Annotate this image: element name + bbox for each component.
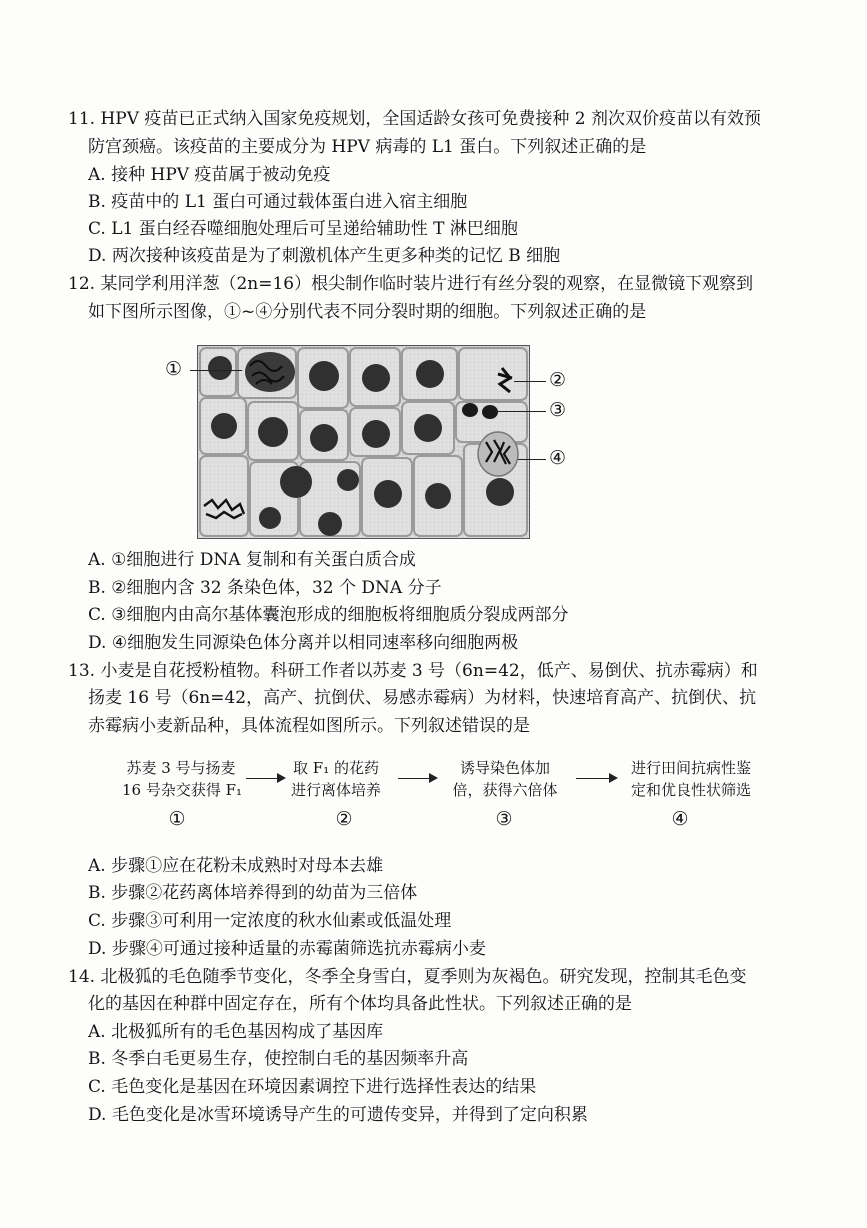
q13-option-c: C. 步骤③可利用一定浓度的秋水仙素或低温处理 xyxy=(88,911,452,931)
q12-option-b: B. ②细胞内含 32 条染色体，32 个 DNA 分子 xyxy=(88,578,442,598)
flow-step-3-text xyxy=(446,757,564,801)
q14-stem-line1: 14. 北极狐的毛色随季节变化，冬季全身雪白，夏季则为灰褐色。研究发现，控制其毛色变 xyxy=(68,967,747,987)
flow-step-1-line2: 16 号杂交获得 F₁ xyxy=(122,781,243,799)
q13-option-a: A. 步骤①应在花粉未成熟时对母本去雄 xyxy=(88,856,384,876)
flow-step-1-number: ① xyxy=(168,808,186,830)
q14-stem-line2: 化的基因在种群中固定存在，所有个体均具备此性状。下列叙述正确的是 xyxy=(88,994,632,1014)
flow-step-3-number: ③ xyxy=(495,808,513,830)
q11-option-d: D. 两次接种该疫苗是为了刺激机体产生更多种类的记忆 B 细胞 xyxy=(88,246,561,266)
figure-label-4: ④ xyxy=(549,447,567,469)
q12-option-a: A. ①细胞进行 DNA 复制和有关蛋白质合成 xyxy=(88,550,416,570)
anaphase-cell xyxy=(478,432,518,476)
q11-stem-line2: 防宫颈癌。该疫苗的主要成分为 HPV 病毒的 L1 蛋白。下列叙述正确的是 xyxy=(88,137,647,157)
q12-option-c: C. ③细胞内由高尔基体囊泡形成的细胞板将细胞质分裂成两部分 xyxy=(88,605,569,625)
q14-option-a: A. 北极狐所有的毛色基因构成了基因库 xyxy=(88,1022,384,1042)
flow-arrow-2 xyxy=(398,778,436,779)
flow-step-1-line1: 苏麦 3 号与扬麦 xyxy=(126,759,236,777)
q11-option-a: A. 接种 HPV 疫苗属于被动免疫 xyxy=(88,165,331,185)
figure-label-2: ② xyxy=(549,369,567,391)
flow-step-4-line1: 进行田间抗病性鉴 xyxy=(630,759,751,777)
figure-leader-3 xyxy=(496,411,546,412)
flow-step-3-line1: 诱导染色体加 xyxy=(459,759,550,777)
q14-option-c: C. 毛色变化是基因在环境因素调控下进行选择性表达的结果 xyxy=(88,1077,537,1097)
figure-leader-4 xyxy=(518,459,546,460)
figure-leader-1 xyxy=(190,370,242,371)
q11-option-b: B. 疫苗中的 L1 蛋白可通过载体蛋白进入宿主细胞 xyxy=(88,192,468,212)
flow-step-2-number: ② xyxy=(335,808,353,830)
q11-option-c: C. L1 蛋白经吞噬细胞处理后可呈递给辅助性 T 淋巴细胞 xyxy=(88,219,518,239)
flow-step-1-text xyxy=(122,757,243,801)
root-tip-micrograph xyxy=(197,345,530,539)
q14-option-d: D. 毛色变化是冰雪环境诱导产生的可遗传变异，并得到了定向积累 xyxy=(88,1105,588,1125)
figure-label-1: ① xyxy=(165,358,183,380)
flow-step-2-text xyxy=(286,757,386,801)
prophase-cell xyxy=(245,352,295,392)
q12-option-d: D. ④细胞发生同源染色体分离并以相同速率移向细胞两极 xyxy=(88,633,519,653)
q11-stem-line1: 11. HPV 疫苗已正式纳入国家免疫规划，全国适龄女孩可免费接种 2 剂次双价疫苗以有效预 xyxy=(68,109,762,129)
q13-stem-line3: 赤霉病小麦新品种，具体流程如图所示。下列叙述错误的是 xyxy=(88,716,530,736)
flow-step-4-line2: 定和优良性状筛选 xyxy=(630,781,751,799)
flow-arrow-3 xyxy=(576,778,616,779)
q13-stem-line2: 扬麦 16 号（6n=42，高产、抗倒伏、易感赤霉病）为材料，快速培育高产、抗倒伏、抗 xyxy=(88,688,757,708)
flow-step-3-line2: 倍，获得六倍体 xyxy=(452,781,558,799)
q14-option-b: B. 冬季白毛更易生存，使控制白毛的基因频率升高 xyxy=(88,1049,469,1069)
q13-option-d: D. 步骤④可通过接种适量的赤霉菌筛选抗赤霉病小麦 xyxy=(88,939,486,959)
flow-arrow-1 xyxy=(246,778,284,779)
flow-step-4-text xyxy=(624,757,758,801)
q12-stem-line2: 如下图所示图像，①~④分别代表不同分裂时期的细胞。下列叙述正确的是 xyxy=(88,302,647,322)
flow-step-2-line2: 进行离体培养 xyxy=(290,781,381,799)
flow-step-4-number: ④ xyxy=(671,808,689,830)
q13-stem-line1: 13. 小麦是自花授粉植物。科研工作者以苏麦 3 号（6n=42，低产、易倒伏、抗赤霉病）和 xyxy=(68,661,758,681)
q13-option-b: B. 步骤②花药离体培养得到的幼苗为三倍体 xyxy=(88,883,418,903)
figure-label-3: ③ xyxy=(549,399,567,421)
figure-leader-2 xyxy=(514,381,546,382)
q12-stem-line1: 12. 某同学利用洋葱（2n=16）根尖制作临时装片进行有丝分裂的观察，在显微镜下观察到 xyxy=(68,274,754,294)
flow-step-2-line1: 取 F₁ 的花药 xyxy=(293,759,379,777)
